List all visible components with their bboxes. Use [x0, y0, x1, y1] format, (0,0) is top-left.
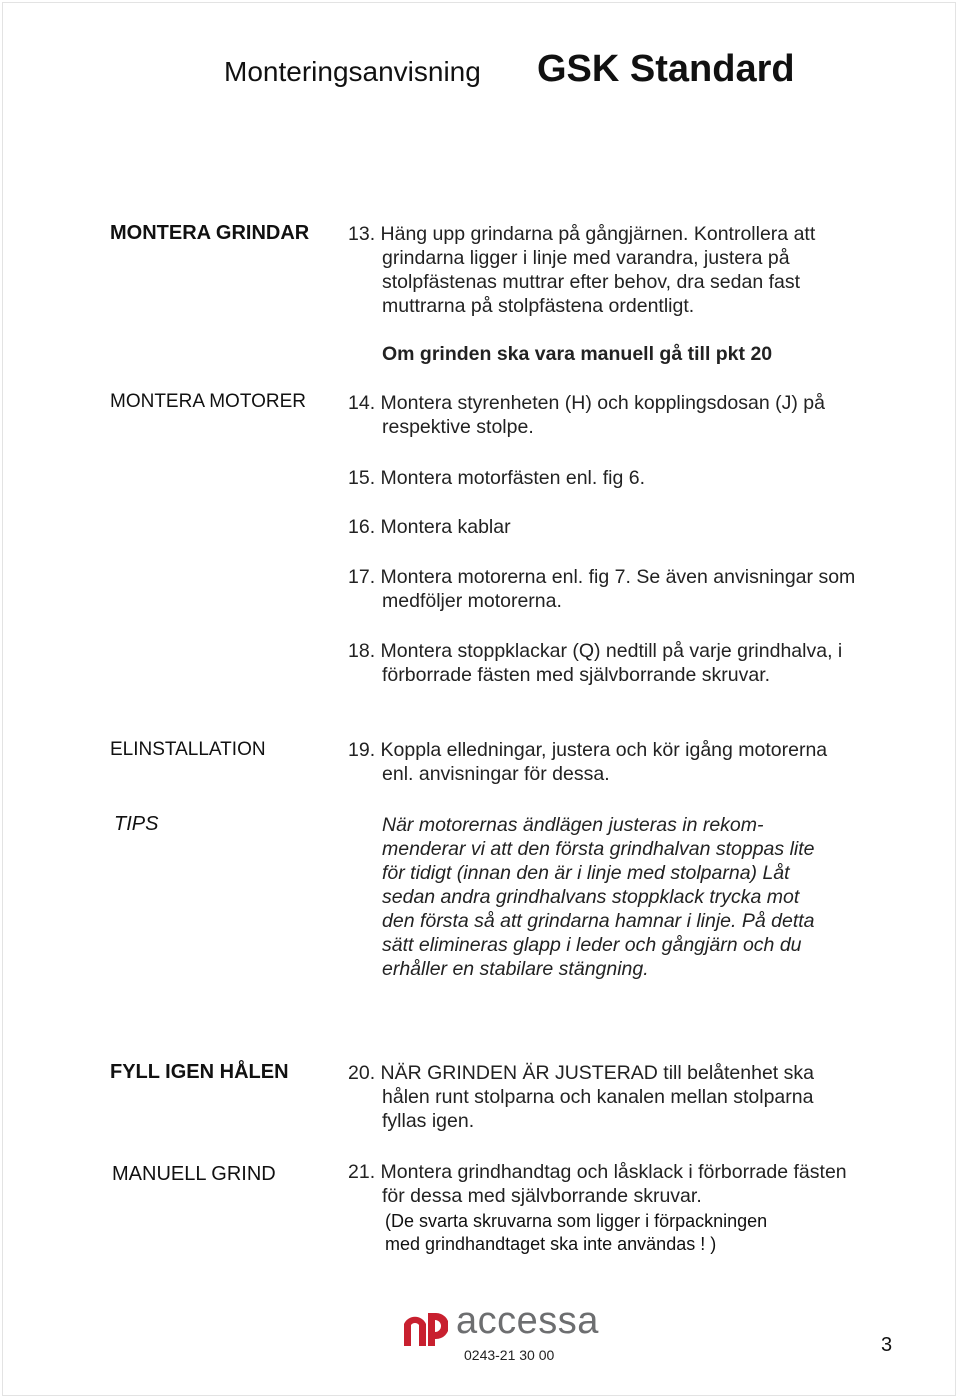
step-17: 17. Montera motorerna enl. fig 7. Se även anvisningar som medföljer motorerna.	[348, 566, 856, 612]
section-montera-grindar: MONTERA GRINDAR	[110, 222, 310, 244]
step-16: 16. Montera kablar	[348, 516, 511, 538]
screw-note	[385, 1210, 767, 1256]
screw-note-line-2: med grindhandtaget ska inte användas ! )	[385, 1234, 717, 1254]
section-fyll-igen: FYLL IGEN HÅLEN	[110, 1061, 289, 1083]
accessa-logo	[402, 1300, 602, 1368]
accessa-logo-mark	[402, 1310, 448, 1348]
section-tips: TIPS	[114, 813, 159, 835]
step-21: 21. Montera grindhandtag och låsklack i förborrade fästen för dessa med självborrande skruvar.	[348, 1161, 847, 1207]
step-19: 19. Koppla elledningar, justera och kör igång motorerna enl. anvisningar för dessa.	[348, 739, 828, 785]
product-title: GSK Standard	[537, 48, 795, 90]
step-20: 20. NÄR GRINDEN ÄR JUSTERAD till belåtenhet ska hålen runt stolparna och kanalen mellan stolparna fyllas igen.	[348, 1062, 814, 1132]
manual-note: Om grinden ska vara manuell gå till pkt 20	[382, 343, 773, 365]
section-elinstallation: ELINSTALLATION	[110, 739, 266, 760]
page-number: 3	[881, 1334, 893, 1356]
tips-text: När motorernas ändlägen justeras in rekommenderar vi att den första grindhalvan stoppas lite för tidigt (innan den är i linje med stolparna) Låt sedan andra grindhalvans stoppklack trycka mot den första så att grindarna hamnar i linje. På detta sätt elimineras glapp i leder och gångjärn och du erhåller en stabilare stängning.	[382, 814, 815, 980]
section-manuell-grind: MANUELL GRIND	[112, 1163, 276, 1185]
screw-note-line-1: (De svarta skruvarna som ligger i förpackningen	[385, 1211, 768, 1231]
phone-number: 0243-21 30 00	[464, 1347, 555, 1363]
step-13: 13. Häng upp grindarna på gångjärnen. Kontrollera att grindarna ligger i linje med varandra, justera på stolpfästenas muttrar efter behov, dra sedan fast muttrarna på stolpfästena ordentligt.	[348, 223, 816, 317]
step-15: 15. Montera motorfästen enl. fig 6.	[348, 467, 645, 489]
section-montera-motorer: MONTERA MOTORER	[110, 391, 306, 412]
step-14: 14. Montera styrenheten (H) och kopplingsdosan (J) på respektive stolpe.	[348, 392, 825, 438]
step-18: 18. Montera stoppklackar (Q) nedtill på varje grindhalva, i förborrade fästen med självborrande skruvar.	[348, 640, 843, 686]
accessa-logo-text: accessa	[456, 1300, 599, 1342]
document-title: Monteringsanvisning	[224, 56, 481, 87]
